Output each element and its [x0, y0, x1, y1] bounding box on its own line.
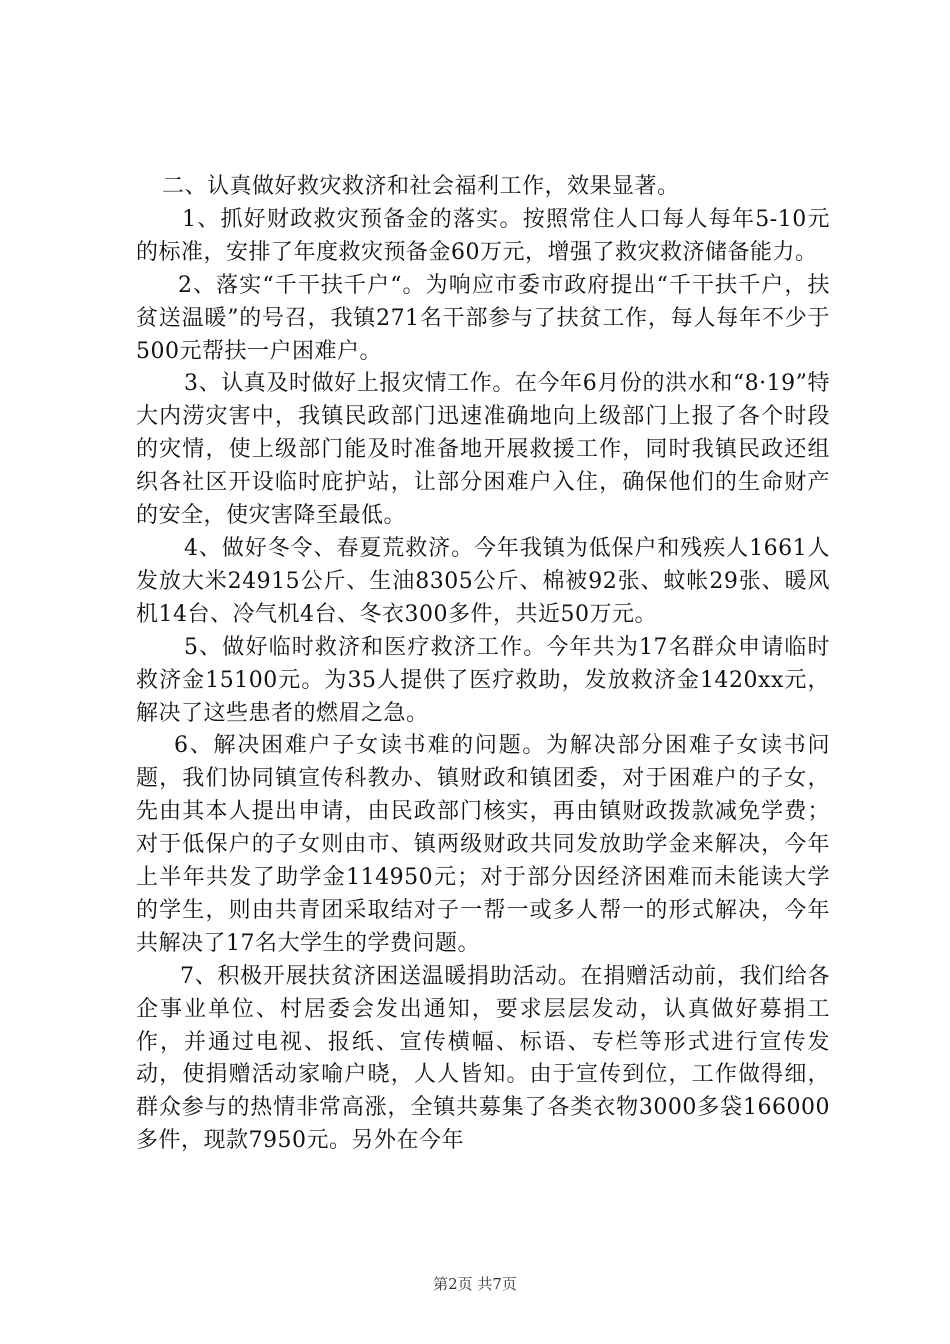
paragraph-item-3: 3、认真及时做好上报灾情工作。在今年6月份的洪水和“8·19”特大内涝灾害中，我镇民政部门迅速准确地向上级部门上报了各个时段的灾情，使上级部门能及时准备地开展救援工作，同时我镇民政还组织各社区开设临时庇护站，让部分困难户入住，确保他们的生命财产的安全，使灾害降至最低。	[136, 371, 830, 529]
paragraph-item-2: 2、落实“千干扶千户“。为响应市委市政府提出“千干扶千户，扶贫送温暖”的号召，我镇271名干部参与了扶贫工作，每人每年不少于500元帮扶一户困难户。	[136, 272, 830, 364]
section-heading: 二、认真做好救灾救济和社会福利工作，效果显著。	[162, 174, 680, 199]
document-body	[136, 171, 830, 1158]
paragraph-item-7: 7、积极开展扶贫济困送温暖捐助活动。在捐赠活动前，我们给各企事业单位、村居委会发出通知，要求层层发动，认真做好募捐工作，并通过电视、报纸、宣传横幅、标语、专栏等形式进行宣传发动，使捐赠活动家喻户晓，人人皆知。由于宣传到位，工作做得细，群众参与的热情非常高涨，全镇共募集了各类衣物3000多袋166000多件，现款7950元。另外在今年	[136, 963, 830, 1154]
page-number-footer: 第2页 共7页	[433, 1275, 517, 1293]
paragraph-item-6: 6、解决困难户子女读书难的问题。为解决部分困难子女读书问题，我们协同镇宣传科教办、镇财政和镇团委，对于困难户的子女，先由其本人提出申请，由民政部门核实，再由镇财政拨款减免学费；对于低保户的子女则由市、镇两级财政共同发放助学金来解决，今年上半年共发了助学金114950元；对于部分因经济困难而未能读大学的学生，则由共青团采取结对子一帮一或多人帮一的形式解决，今年共解决了17名大学生的学费问题。	[136, 733, 830, 956]
paragraph-item-4: 4、做好冬令、春夏荒救济。今年我镇为低保户和残疾人1661人发放大米24915公斤、生油8305公斤、棉被92张、蚊帐29张、暖风机14台、冷气机4台、冬衣300多件，共近50万元。	[136, 535, 830, 627]
paragraph-item-5: 5、做好临时救济和医疗救济工作。今年共为17名群众申请临时救济金15100元。为35人提供了医疗救助，发放救济金1420xx元，解决了这些患者的燃眉之急。	[136, 634, 830, 726]
paragraph-item-1: 1、抓好财政救灾预备金的落实。按照常住人口每人每年5-10元的标准，安排了年度救灾预备金60万元，增强了救灾救济储备能力。	[136, 206, 830, 265]
